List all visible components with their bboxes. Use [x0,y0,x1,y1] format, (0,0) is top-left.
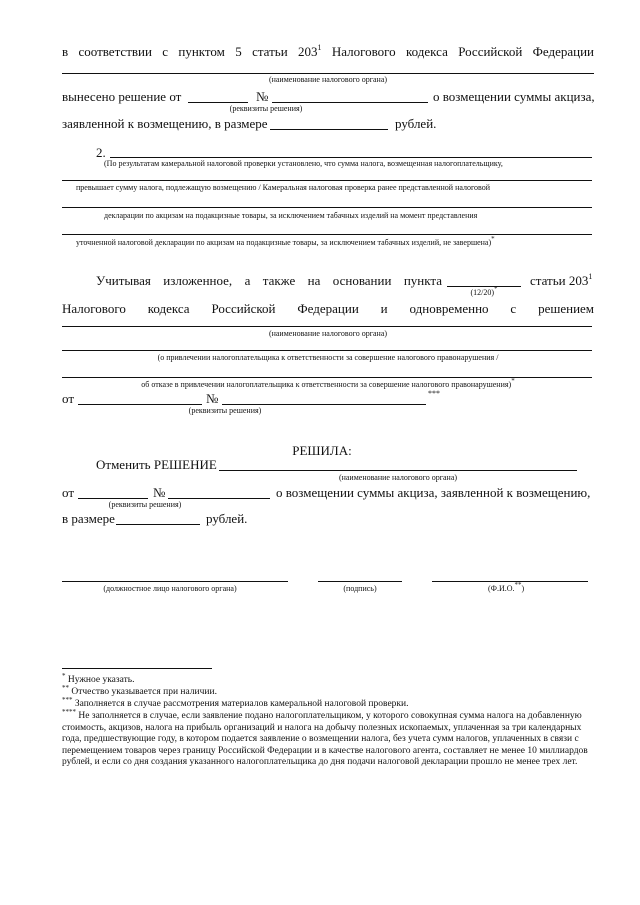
block2-hint-4 [76,235,495,248]
block2-field-3[interactable] [62,207,592,208]
tax-code-word-6: одновременно [409,301,489,316]
liability-hint-2-text: об отказе в привлечении налогоплательщика к ответственности за совершение налогового правонарушения) [141,380,512,389]
footnote-4 [62,708,602,769]
tax-code-word-2: кодекса [147,301,190,316]
footnote-1 [62,672,602,687]
liability-hint-2-mark: * [511,377,515,385]
signature-hint: (подпись) [343,584,377,593]
decision-refund-text: о возмещении суммы акциза, заявленной к возмещению, [276,485,591,500]
block2-hint-3: декларации по акцизам на подакцизные товары, за исключением табачных изделий на момент представления [104,211,478,220]
footnote-3-mark: *** [62,696,73,704]
block3-no-sign: № [206,391,219,406]
footnote-3-text: Заполняется в случае рассмотрения материалов камеральной налоговой проверки. [74,699,409,709]
footnote-2-text: Отчество указывается при наличии. [71,687,217,697]
official-hint: (должностное лицо налогового органа) [103,584,237,593]
considering-line [96,273,442,288]
signature-field[interactable] [318,581,402,582]
official-field[interactable] [62,581,288,582]
decision-number-field[interactable] [272,102,428,103]
block2-field-2[interactable] [62,180,592,181]
block2-field-4[interactable] [62,234,592,235]
considering-word-1: Учитывая [96,273,151,288]
name-hint-mark: ** [514,581,522,589]
tax-code-word-1: Налогового [62,301,126,316]
tax-code-line [62,301,594,316]
decision-date-field[interactable] [188,102,248,103]
decision-no: № [153,485,166,500]
liability-hint-2 [141,377,515,390]
considering-word-7: пункта [403,273,442,288]
tax-org-field[interactable] [62,73,594,74]
decision-heading: РЕШИЛА: [292,443,352,458]
block2-hint-1: (По результатам камеральной налоговой проверки установлено, что сумма налога, возмещенная налогоплательщику, [104,159,503,168]
block2-hint-4-text: уточненной налоговой декларации по акцизам на подакцизные товары, за исключением табачных изделий, не завершена) [76,238,492,247]
article-text [530,273,592,288]
block3-details-hint: (реквизиты решения) [188,406,262,415]
article-sup: 1 [588,272,593,281]
block2-number: 2. [96,145,106,160]
tax-code-word-4: Федерации [297,301,359,316]
name-field[interactable] [432,581,588,582]
intro-text: в соответствии с пунктом 5 статьи 203 [62,44,318,59]
block3-tax-org-field[interactable] [62,326,592,327]
item-field[interactable] [447,286,521,287]
footnote-3 [62,696,602,711]
footnote-4-text: Не заполняется в случае, если заявление подано налогоплательщиком, у которого совокупная сумма налога на добавленную стоимость, акцизов, налога на прибыль организаций и налога на добычу полезных ископаемых, уплаченная за три календарных года, предшествующие году, в котором подается заявление о возмещении налога, без учета сумм налогов, уплаченных в связи с перемещением товаров через границу Российской Федерации и в качестве налогового агента, составляет не менее 10 миллиардов рублей, и если со дня создания указанного налогоплательщика до дня подачи налоговой декларации прошло не менее трех лет. [62,711,588,767]
cancel-org-field[interactable] [219,470,577,471]
article-label: статьи 203 [530,273,589,288]
tax-code-word-3: Российской [211,301,276,316]
claimed-prefix: заявленной к возмещению, в размере [62,116,268,131]
claimed-rubles: рублей. [395,116,437,131]
footnote-2 [62,684,602,699]
decision-rubles: рублей. [206,511,248,526]
decision-amount-prefix: в размере [62,511,115,526]
cancel-org-hint: (наименование налогового органа) [338,473,458,482]
tax-code-word-8: решением [538,301,595,316]
block2-hint-4-mark: * [491,235,495,243]
decision-details-hint: (реквизиты решения) [229,104,303,113]
footnote-1-mark: * [62,672,66,680]
item-hint-text: (12/20) [470,288,495,297]
decision-suffix: о возмещении суммы акциза, [433,89,595,104]
intro-line [62,44,594,59]
intro-sup: 1 [317,43,322,52]
decision-no-sign: № [256,89,269,104]
name-hint-text: (Ф.И.О. [488,584,515,593]
decision-amount-field[interactable] [116,524,200,525]
name-hint-close: ) [521,584,525,593]
decision-from: от [62,485,75,500]
cancel-text: Отменить РЕШЕНИЕ [96,457,217,472]
block2-hint-2: превышает сумму налога, подлежащую возмещению / Камеральная налоговая проверка ранее представленной налоговой [76,183,491,192]
footnote-4-mark: **** [62,708,76,716]
item-hint-mark: * [494,285,498,293]
footnote-1-text: Нужное указать. [67,675,135,685]
block3-tax-org-hint: (наименование налогового органа) [268,329,388,338]
liability-hint-1: (о привлечении налогоплательщика к ответственности за совершение налогового правонарушения / [157,353,499,362]
decision-from-date-field[interactable] [78,498,148,499]
considering-word-4: также [262,273,296,288]
block3-number-field[interactable] [222,404,426,405]
considering-word-6: основании [332,273,392,288]
block3-date-field[interactable] [78,404,202,405]
block3-from: от [62,391,75,406]
tax-code-word-7: с [510,301,517,316]
tax-org-hint: (наименование налогового органа) [268,75,388,84]
block3-mark: *** [428,389,440,398]
claimed-amount-field[interactable] [270,129,388,130]
footnote-separator [62,668,212,669]
decision-details-hint-2: (реквизиты решения) [108,500,182,509]
considering-word-5: на [307,273,321,288]
considering-word-3: а [244,273,251,288]
considering-word-2: изложенное, [163,273,233,288]
block2-field-1[interactable] [110,157,592,158]
decision-no-field[interactable] [168,498,270,499]
intro-tail: Налогового кодекса Российской Федерации [331,44,594,59]
decision-prefix: вынесено решение от [62,89,182,104]
liability-field-1[interactable] [62,350,592,351]
name-hint [488,581,525,594]
footnote-2-mark: ** [62,684,69,692]
tax-code-word-5: и [380,301,388,316]
item-hint [470,285,498,298]
